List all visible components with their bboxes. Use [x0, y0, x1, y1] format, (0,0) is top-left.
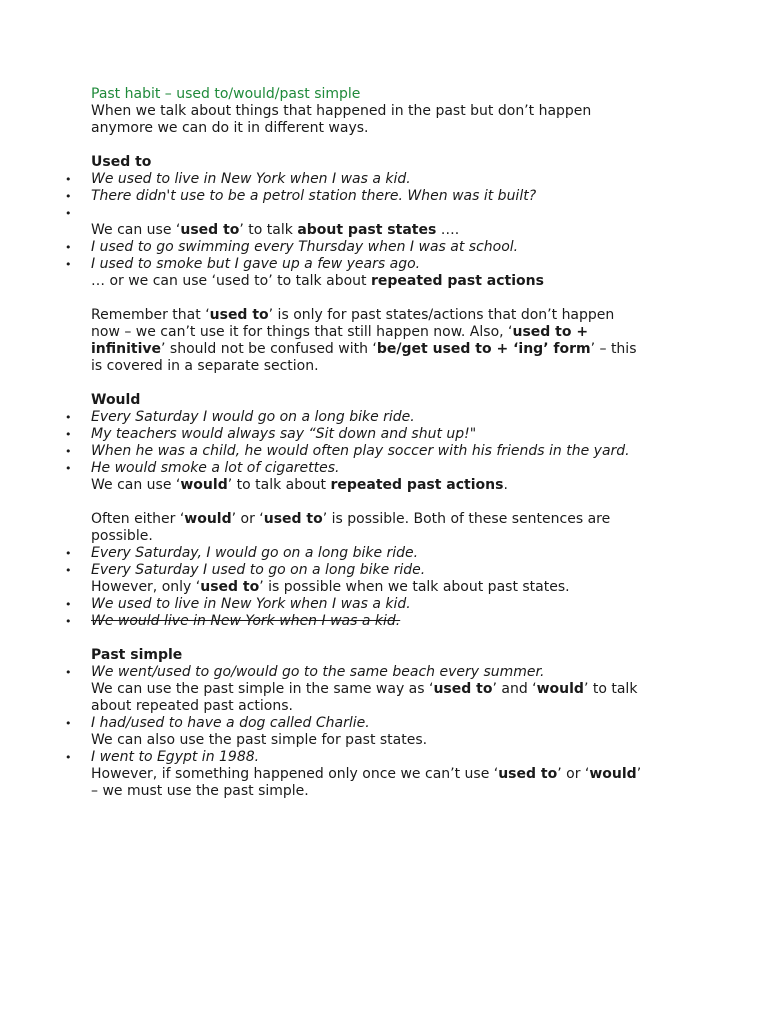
spacer: [91, 375, 731, 392]
often-line-2: possible.: [91, 528, 153, 544]
past-simple-note-1: We can use the past simple in the same way as ‘used to’ and ‘would’ to talk: [91, 681, 638, 697]
past-simple-heading: Past simple: [91, 647, 183, 663]
list-item: • My teachers would always say “Sit down and shut up!": [91, 426, 731, 443]
list-item: • We used to live in New York when I was a kid.: [91, 596, 731, 613]
remember-line-4: is covered in a separate section.: [91, 358, 319, 374]
however-line: However, only ‘used to’ is possible when we talk about past states.: [91, 579, 570, 595]
remember-line-1: Remember that ‘used to’ is only for past states/actions that don’t happen: [91, 307, 615, 323]
list-item-empty: [91, 205, 731, 222]
list-item: • There didn't use to be a petrol station there. When was it built?: [91, 188, 731, 205]
list-item: • We went/used to go/would go to the same beach every summer.: [91, 664, 731, 681]
list-item: • I went to Egypt in 1988.: [91, 749, 731, 766]
past-simple-note-1b: about repeated past actions.: [91, 698, 293, 714]
intro-line-2: anymore we can do it in different ways.: [91, 120, 369, 136]
list-item: • When he was a child, he would often play soccer with his friends in the yard.: [91, 443, 731, 460]
would-heading: Would: [91, 392, 141, 408]
used-to-note-2: … or we can use ‘used to’ to talk about repeated past actions: [91, 273, 544, 289]
spacer: [91, 630, 731, 647]
list-item: • Every Saturday, I would go on a long bike ride.: [91, 545, 731, 562]
would-note-1: We can use ‘would’ to talk about repeated past actions.: [91, 477, 508, 493]
intro-line-1: When we talk about things that happened in the past but don’t happen: [91, 103, 592, 119]
used-to-note-1: We can use ‘used to’ to talk about past states ….: [91, 222, 460, 238]
document-page: [91, 86, 731, 800]
past-simple-note-3b: – we must use the past simple.: [91, 783, 309, 799]
list-item: • We used to live in New York when I was a kid.: [91, 171, 731, 188]
list-item: • Every Saturday I used to go on a long bike ride.: [91, 562, 731, 579]
list-item: • I used to go swimming every Thursday when I was at school.: [91, 239, 731, 256]
list-item-struck: • We would live in New York when I was a kid.: [91, 613, 731, 630]
spacer: [91, 290, 731, 307]
list-item: • I used to smoke but I gave up a few years ago.: [91, 256, 731, 273]
spacer: [91, 494, 731, 511]
remember-line-3: infinitive’ should not be confused with ‘be/get used to + ‘ing’ form’ – this: [91, 341, 637, 357]
list-item: • He would smoke a lot of cigarettes.: [91, 460, 731, 477]
used-to-heading: Used to: [91, 154, 152, 170]
past-simple-note-2: We can also use the past simple for past states.: [91, 732, 428, 748]
past-simple-note-3: However, if something happened only once we can’t use ‘used to’ or ‘would’: [91, 766, 642, 782]
spacer: [91, 137, 731, 154]
list-item: • I had/used to have a dog called Charlie.: [91, 715, 731, 732]
document-title: Past habit – used to/would/past simple: [91, 86, 361, 102]
list-item: • Every Saturday I would go on a long bike ride.: [91, 409, 731, 426]
remember-line-2: now – we can’t use it for things that still happen now. Also, ‘used to +: [91, 324, 589, 340]
often-line-1: Often either ‘would’ or ‘used to’ is possible. Both of these sentences are: [91, 511, 611, 527]
